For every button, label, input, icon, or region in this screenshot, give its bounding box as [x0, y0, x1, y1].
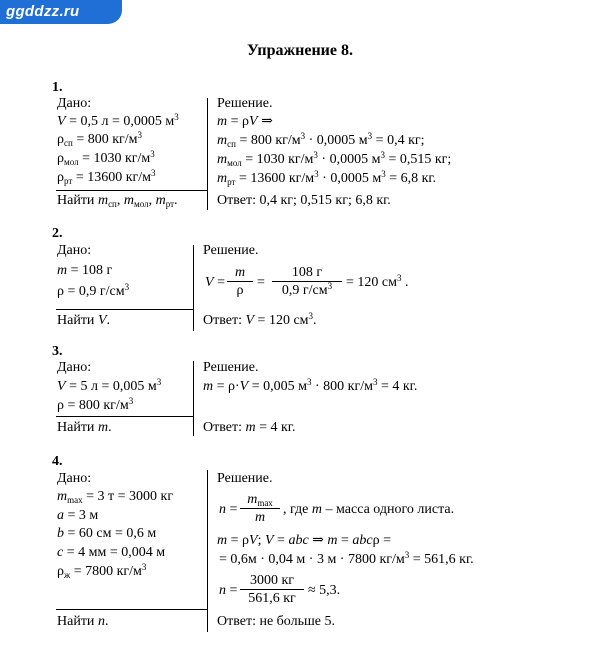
p4-given-4: c = 4 мм = 0,004 м	[57, 545, 166, 560]
p4-solution-label: Решение.	[217, 471, 273, 486]
p1-solution-2: $m_{сп} = 800$ $кг/м^3 \cdot 0,0005$ $м^3 = 0,4$ кг;	[217, 131, 425, 149]
p2-answer: Ответ: V = 120 $см^3$.	[203, 311, 317, 328]
p1-divider-vertical	[207, 98, 208, 210]
p1-given-1: V = 0,5 л = 0,0005 $м^3$	[57, 112, 179, 129]
p2-fraction-2-num: 108 г	[272, 265, 342, 282]
problem-2-number: 2.	[52, 226, 63, 241]
problem-3-number: 3.	[52, 344, 63, 359]
p2-given-1: m = 108 г	[57, 263, 113, 278]
p1-answer: Ответ: 0,4 кг; 0,515 кг; 6,8 кг.	[217, 193, 391, 208]
p4-formula1-lhs: n =	[219, 502, 238, 517]
p1-given-label: Дано:	[57, 96, 92, 111]
p1-divider-horizontal	[56, 190, 208, 191]
p4-divider-horizontal	[56, 609, 208, 610]
problem-4-number: 4.	[52, 454, 63, 469]
p2-formula-result: = 120 $см^3$ .	[346, 273, 409, 290]
page-title: Упражнение 8.	[246, 42, 353, 59]
p4-fraction-1	[240, 492, 280, 527]
p1-given-2: $\rho_{сп} = 800$ $кг/м^3$	[57, 130, 143, 148]
site-logo-text: ggddzz.ru	[6, 3, 80, 20]
p2-divider-horizontal	[56, 309, 194, 310]
p4-given-3: b = 60 см = 0,6 м	[57, 526, 157, 541]
p1-solution-4: $m_{рт} = 13600$ $кг/м^3 \cdot 0,0005$ $м^3 = 6,8$ кг.	[217, 169, 437, 187]
p3-solution-1: m = ρ·V = 0,005 $м^3 \cdot 800$ $кг/м^3 = 4$ кг.	[203, 377, 418, 394]
p2-fraction-2	[272, 265, 342, 300]
p1-given-4: $\rho_{рт} = 13600$ $кг/м^3$	[57, 168, 156, 186]
p1-solution-1: m = ρV ⇒	[217, 114, 273, 129]
p4-given-label: Дано:	[57, 471, 92, 486]
p2-fraction-1-den: ρ	[236, 283, 244, 298]
p2-solution-label: Решение.	[203, 243, 259, 258]
p4-given-2: a = 3 м	[57, 508, 99, 523]
p4-fraction-2	[240, 573, 304, 608]
p2-formula-lhs: V =	[205, 275, 225, 290]
p4-formula1-rest: , где m – масса одного листа.	[283, 502, 455, 517]
p4-fraction-1-den: m	[254, 510, 266, 525]
p2-fraction-1	[227, 265, 253, 300]
p2-given-label: Дано:	[57, 243, 92, 258]
p3-divider-horizontal	[56, 416, 194, 417]
p3-find: Найти m.	[57, 420, 112, 435]
p2-find: Найти V.	[57, 313, 110, 328]
p1-solution-3: $m_{мол} = 1030$ $кг/м^3 \cdot 0,0005$ $м^3 = 0,515$ кг;	[217, 150, 452, 168]
p1-find: Найти $m_{сп}$, $m_{мол}$, $m_{рт}$.	[57, 193, 178, 209]
p3-given-label: Дано:	[57, 360, 92, 375]
p2-fraction-2-den: 0,9 $г/см^3$	[281, 281, 333, 298]
p3-given-1: V = 5 л = 0,005 $м^3$	[57, 377, 162, 394]
p4-given-5: $\rho_ж = 7800$ $кг/м^3$	[57, 562, 147, 580]
site-logo[interactable]	[0, 0, 122, 24]
p3-solution-label: Решение.	[203, 360, 259, 375]
problem-1-number: 1.	[52, 80, 63, 95]
p4-line-3: = 0,6м · 0,04 м · 3 м · 7800 $кг/м^3 = 561,6$ кг.	[219, 550, 474, 567]
p3-answer: Ответ: m = 4 кг.	[203, 420, 296, 435]
p3-divider-vertical	[193, 361, 194, 436]
p4-formula2-lhs: n =	[219, 583, 238, 598]
p4-answer: Ответ: не больше 5.	[217, 614, 335, 629]
p1-solution-label: Решение.	[217, 96, 273, 111]
p4-given-1: $m_{max} = 3$ т = 3000 кг	[57, 489, 174, 505]
p2-given-2: ρ = 0,9 $г/см^3$	[57, 282, 130, 299]
p2-formula-eq: =	[257, 275, 265, 290]
p3-given-2: ρ = 800 $кг/м^3$	[57, 396, 134, 413]
p2-divider-vertical	[193, 245, 194, 331]
p4-fraction-1-num: $m_{max}$	[240, 492, 280, 509]
p4-fraction-2-den: 561,6 кг	[248, 591, 296, 606]
p4-line-2: m = ρV; V = abc ⇒ m = abcρ =	[217, 533, 392, 548]
p2-fraction-1-num: m	[227, 265, 253, 282]
p4-fraction-2-num: 3000 кг	[240, 573, 304, 590]
p4-divider-vertical	[207, 470, 208, 632]
p4-find: Найти n.	[57, 614, 109, 629]
p1-given-3: $\rho_{мол} = 1030$ $кг/м^3$	[57, 149, 155, 167]
p4-formula2-rest: ≈ 5,3.	[308, 583, 341, 598]
